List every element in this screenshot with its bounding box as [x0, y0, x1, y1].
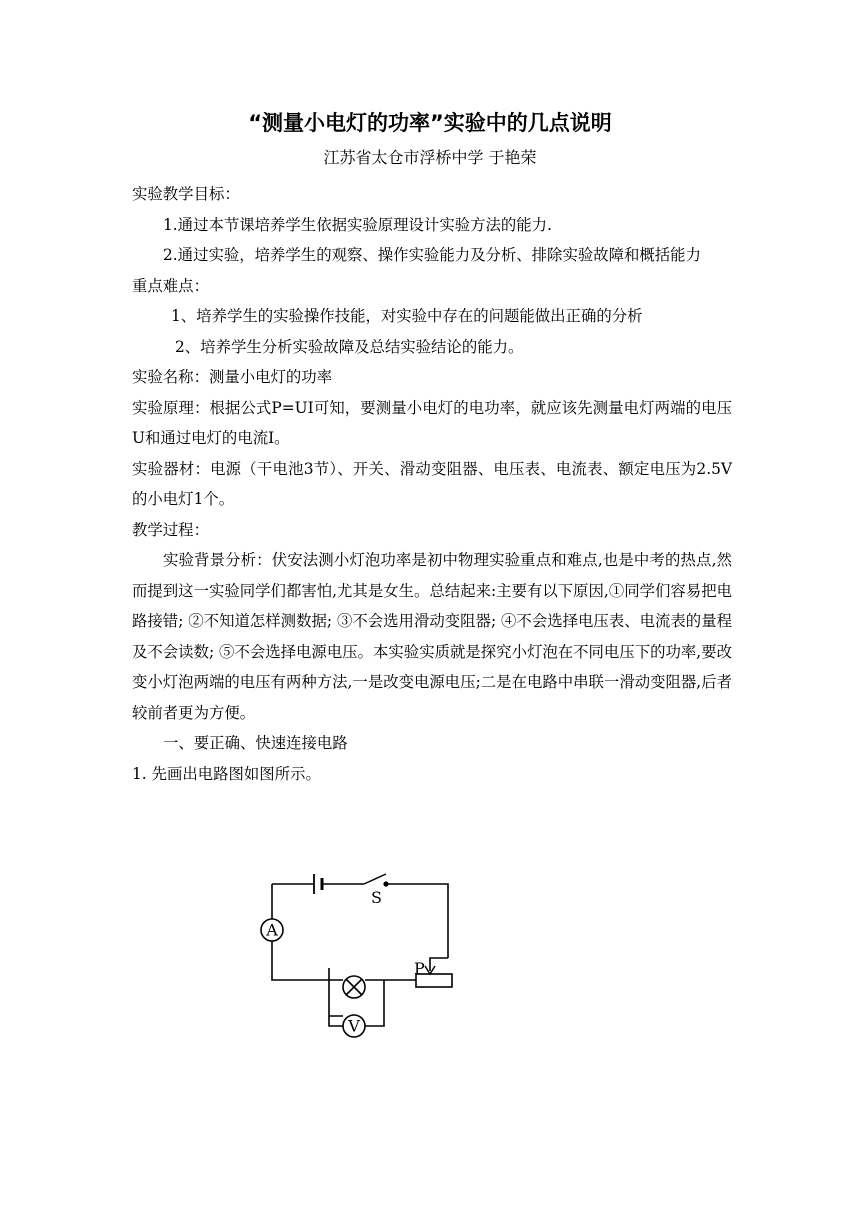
experiment-equipment: 实验器材：电源（干电池3节）、开关、滑动变阻器、电压表、电流表、额定电压为2.5V的小电灯1个。 — [132, 459, 732, 508]
heading-teaching-process: 教学过程： — [132, 520, 209, 539]
objective-item-2: 2.通过实验，培养学生的观察、操作实验能力及分析、排除实验故障和概括能力 — [163, 246, 701, 264]
heading-objectives: 实验教学目标： — [132, 185, 240, 203]
slider-label: P — [414, 959, 425, 978]
author-line: 江苏省太仓市浮桥中学 于艳荣 — [323, 148, 537, 167]
switch-label: S — [371, 888, 382, 907]
objective-item-1: 1.通过本节课培养学生依据实验原理设计实验方法的能力. — [163, 215, 552, 234]
lamp-cross-icon — [346, 979, 362, 995]
section-heading-1: 一、要正确、快速连接电路 — [163, 734, 348, 752]
key-point-2: 2、培养学生分析实验故障及总结实验结论的能力。 — [175, 337, 524, 356]
voltmeter-label: V — [348, 1016, 360, 1036]
step-1: 1. 先画出电路图如图所示。 — [132, 764, 321, 783]
heading-key-points: 重点难点： — [132, 276, 209, 295]
experiment-principle: 实验原理：根据公式P=UI可知，要测量小电灯的电功率，就应该先测量电灯两端的电压U和通过电灯的电流I。 — [132, 398, 732, 447]
circuit-diagram — [252, 866, 472, 1046]
wire-left-bottom — [272, 941, 329, 980]
background-analysis: 实验背景分析：伏安法测小灯泡功率是初中物理实验重点和难点,也是中考的热点,然而提到这一实验同学们都害怕,尤其是女生。总结起来:主要有以下原因,①同学们容易把电路接错; ②不知道怎样测数据; ③不会选用滑动变阻器; ④不会选择电压表、电流表的量程及不会读数; ⑤不会选择电源电压。本实验实质就是探究小灯泡在不同电压下的功率,要改变小灯泡两端的电压有两种方法,一是改变电源电压;二是在电路中串联一滑动变阻器,后者较前者更为方便。 — [132, 551, 732, 722]
experiment-name: 实验名称：测量小电灯的功率 — [132, 368, 333, 386]
document-body — [132, 179, 732, 789]
wire-voltmeter-right — [365, 980, 384, 1026]
wire-voltmeter-connect — [329, 1016, 343, 1026]
wire-top-right — [386, 884, 448, 958]
ammeter-label: A — [266, 920, 278, 940]
document-title: “测量小电灯的功率”实验中的几点说明 — [248, 111, 612, 135]
switch-blade — [364, 874, 386, 884]
key-point-1: 1、培养学生的实验操作技能，对实验中存在的问题能做出正确的分析 — [171, 307, 643, 325]
wire-voltmeter-left — [329, 968, 343, 1016]
